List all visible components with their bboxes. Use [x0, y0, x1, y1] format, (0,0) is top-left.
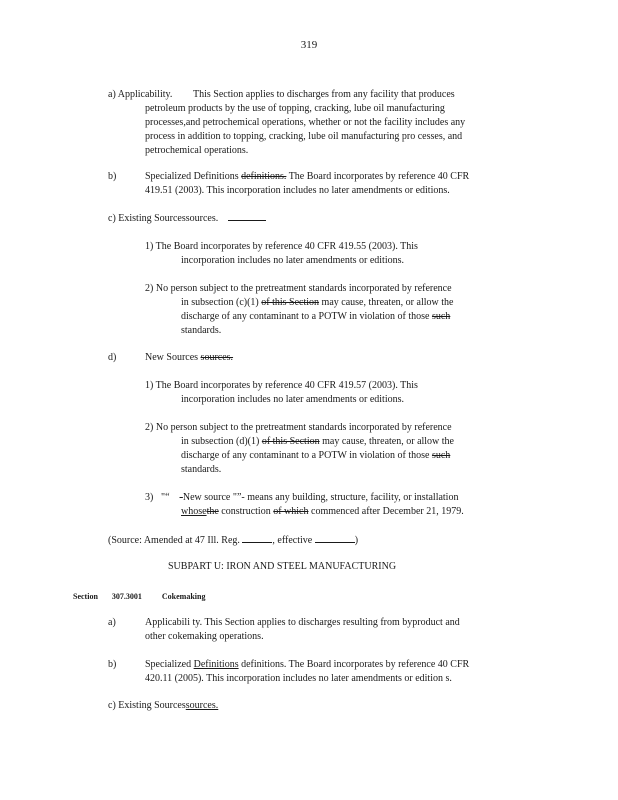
cokemaking-b-line-1: Specialized Definitions definitions. The Board incorporates by reference 40 CFR — [145, 659, 470, 670]
subparagraph-d-2-line-4: standards. — [181, 464, 222, 475]
paragraph-d-text: New Sources sources. — [145, 352, 234, 363]
page-number: 319 — [300, 39, 318, 51]
cokemaking-c-text: c) Existing Sources — [108, 700, 186, 711]
subparagraph-c-2-line-1: 2) No person subject to the pretreatment standards incorporated by reference — [145, 283, 452, 294]
cokemaking-c-underlined: sources. — [185, 700, 219, 711]
source-note — [108, 533, 548, 548]
struck-definitions: definitions. — [241, 171, 287, 182]
cokemaking-b-label: b) — [108, 659, 117, 670]
cokemaking-a-line-2: other cokemaking operations. — [145, 631, 264, 642]
paragraph-a-label: a) Applicability. — [108, 89, 173, 100]
section-word: Section — [73, 592, 98, 601]
cokemaking-a-label: a) — [108, 617, 116, 628]
subparagraph-d-1-line-1: 1) The Board incorporates by reference 40 CFR 419.57 (2003). This — [145, 380, 418, 391]
subparagraph-c-2-line-3: discharge of any contaminant to a POTW in violation of those such — [181, 311, 451, 322]
subparagraph-d-2-line-1: 2) No person subject to the pretreatment standards incorporated by reference — [145, 422, 452, 433]
source-date-blank — [315, 533, 355, 543]
subparagraph-c-1-line-2: incorporation includes no later amendments or editions. — [181, 255, 404, 266]
cokemaking-a-line-1: Applicabili ty. This Section applies to discharges resulting from byproduct and — [145, 617, 460, 628]
subparagraph-d-2-line-2: in subsection (d)(1) of this Section may cause, threaten, or allow the — [181, 436, 454, 447]
section-number: 307.3001 — [111, 592, 142, 601]
paragraph-b-label: b) — [108, 171, 117, 182]
subparagraph-d-3-line-2: whosethe construction of which commenced after December 21, 1979. — [181, 506, 464, 517]
subparagraph-d-3-label: 3) — [145, 492, 154, 503]
paragraph-c-text: c) Existing Sourcessources. — [108, 213, 219, 224]
source-note-suffix: ) — [354, 535, 359, 546]
subparagraph-d-2-line-3: discharge of any contaminant to a POTW in violation of those such — [181, 450, 451, 461]
subparagraph-c-2-line-2: in subsection (c)(1) of this Section may cause, threaten, or allow the — [181, 297, 454, 308]
cokemaking-paragraph-c — [108, 699, 548, 713]
subparagraph-c-2-line-4: standards. — [181, 325, 222, 336]
paragraph-a-line-2: petroleum products by the use of topping, cracking, lube oil manufacturing — [145, 103, 445, 114]
section-title: Cokemaking — [161, 592, 206, 601]
cokemaking-b-line-2: 420.11 (2005). This incorporation includes no later amendments or edition s. — [145, 673, 452, 684]
paragraph-a-line-5: petrochemical operations. — [145, 145, 249, 156]
paragraph-a-line-3: processes,and petrochemical operations, whether or not the facility includes any — [145, 117, 466, 128]
paragraph-d-label: d) — [108, 352, 117, 363]
paragraph-a-line-4: process in addition to topping, cracking, lube oil manufacturing pro cesses, and — [145, 131, 463, 142]
paragraph-b-line-2: 419.51 (2003). This incorporation includes no later amendments or editions. — [145, 185, 450, 196]
section-heading — [73, 590, 205, 604]
subpart-heading: SUBPART U: IRON AND STEEL MANUFACTURING — [168, 561, 397, 572]
source-note-effective: , effective — [272, 535, 313, 546]
source-note-prefix: (Source: Amended at 47 Ill. Reg. — [108, 535, 240, 546]
subparagraph-d-1-line-2: incorporation includes no later amendments or editions. — [181, 394, 404, 405]
paragraph-b-line-1: Specialized Definitions definitions. The Board incorporates by reference 40 CFR — [145, 171, 470, 182]
subparagraph-d-3-line-1: "“ -New source "”- means any building, structure, facility, or installation — [161, 492, 459, 503]
paragraph-c-rule — [228, 220, 266, 221]
paragraph-a-line-1: This Section applies to discharges from any facility that produces — [193, 89, 455, 100]
source-volume-blank — [242, 533, 272, 543]
subparagraph-c-1-line-1: 1) The Board incorporates by reference 40 CFR 419.55 (2003). This — [145, 241, 418, 252]
